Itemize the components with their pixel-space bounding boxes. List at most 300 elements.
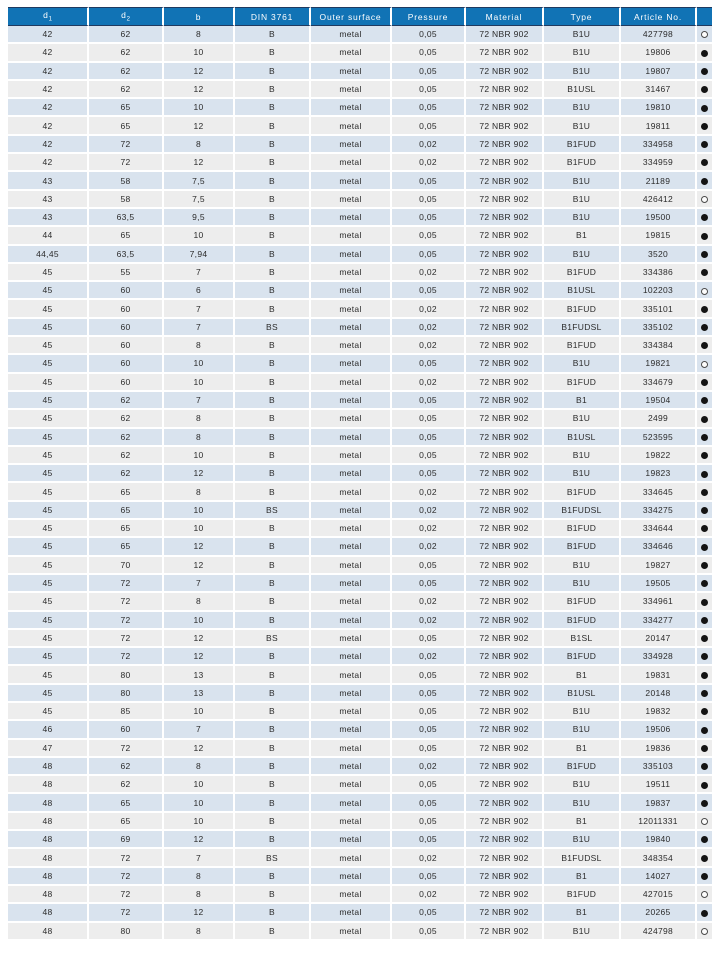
cell-pressure: 0,05: [392, 99, 466, 117]
cell-d1: 45: [8, 685, 89, 703]
filled-circle-icon: [701, 653, 708, 660]
cell-outer-surface: metal: [311, 557, 392, 575]
cell-pressure: 0,05: [392, 630, 466, 648]
cell-outer-surface: metal: [311, 483, 392, 501]
cell-b: 7: [164, 264, 235, 282]
cell-d1: 48: [8, 831, 89, 849]
cell-d1: 44,45: [8, 246, 89, 264]
cell-article-no: 334958: [621, 136, 697, 154]
cell-d1: 45: [8, 593, 89, 611]
cell-pressure: 0,05: [392, 794, 466, 812]
cell-d1: 48: [8, 868, 89, 886]
cell-b: 10: [164, 447, 235, 465]
filled-circle-icon: [701, 159, 708, 166]
cell-din-3761: B: [235, 904, 311, 922]
cell-material: 72 NBR 902: [466, 319, 544, 337]
filled-circle-icon: [701, 50, 708, 57]
filled-circle-icon: [701, 763, 708, 770]
filled-circle-icon: [701, 123, 708, 130]
cell-type: B1: [544, 392, 621, 410]
cell-material: 72 NBR 902: [466, 392, 544, 410]
cell-d1: 48: [8, 758, 89, 776]
cell-material: 72 NBR 902: [466, 740, 544, 758]
cell-material: 72 NBR 902: [466, 44, 544, 62]
cell-material: 72 NBR 902: [466, 282, 544, 300]
cell-outer-surface: metal: [311, 721, 392, 739]
availability-cell: [697, 557, 712, 575]
column-header-outer-surface: Outer surface: [311, 7, 392, 26]
table-row: [8, 776, 712, 794]
cell-d2: 80: [89, 685, 164, 703]
cell-din-3761: B: [235, 117, 311, 135]
availability-cell: [697, 831, 712, 849]
cell-type: B1U: [544, 44, 621, 62]
cell-d1: 42: [8, 44, 89, 62]
cell-outer-surface: metal: [311, 246, 392, 264]
cell-article-no: 19823: [621, 465, 697, 483]
cell-material: 72 NBR 902: [466, 136, 544, 154]
cell-pressure: 0,02: [392, 136, 466, 154]
filled-circle-icon: [701, 855, 708, 862]
cell-material: 72 NBR 902: [466, 703, 544, 721]
cell-d1: 45: [8, 429, 89, 447]
table-row: [8, 557, 712, 575]
cell-d2: 65: [89, 794, 164, 812]
cell-outer-surface: metal: [311, 26, 392, 44]
cell-b: 12: [164, 63, 235, 81]
cell-outer-surface: metal: [311, 465, 392, 483]
cell-material: 72 NBR 902: [466, 831, 544, 849]
cell-d2: 62: [89, 410, 164, 428]
open-circle-icon: [701, 818, 708, 825]
cell-outer-surface: metal: [311, 575, 392, 593]
cell-b: 10: [164, 776, 235, 794]
cell-article-no: 334961: [621, 593, 697, 611]
table-row: [8, 886, 712, 904]
cell-b: 12: [164, 630, 235, 648]
cell-d1: 45: [8, 612, 89, 630]
cell-din-3761: B: [235, 337, 311, 355]
cell-material: 72 NBR 902: [466, 721, 544, 739]
cell-b: 10: [164, 703, 235, 721]
cell-din-3761: BS: [235, 849, 311, 867]
cell-d2: 62: [89, 465, 164, 483]
cell-material: 72 NBR 902: [466, 465, 544, 483]
cell-d2: 65: [89, 99, 164, 117]
cell-d1: 42: [8, 99, 89, 117]
availability-cell: [697, 63, 712, 81]
availability-cell: [697, 319, 712, 337]
cell-b: 12: [164, 831, 235, 849]
cell-b: 7,5: [164, 191, 235, 209]
cell-din-3761: B: [235, 923, 311, 941]
cell-article-no: 102203: [621, 282, 697, 300]
availability-cell: [697, 392, 712, 410]
table-row: [8, 868, 712, 886]
cell-article-no: 334959: [621, 154, 697, 172]
cell-article-no: 523595: [621, 429, 697, 447]
cell-article-no: 2499: [621, 410, 697, 428]
cell-d2: 65: [89, 520, 164, 538]
cell-material: 72 NBR 902: [466, 648, 544, 666]
cell-din-3761: B: [235, 886, 311, 904]
cell-pressure: 0,02: [392, 538, 466, 556]
filled-circle-icon: [701, 306, 708, 313]
cell-d1: 45: [8, 300, 89, 318]
cell-outer-surface: metal: [311, 740, 392, 758]
cell-pressure: 0,05: [392, 923, 466, 941]
cell-type: B1U: [544, 26, 621, 44]
column-header-b: b: [164, 7, 235, 26]
cell-article-no: 426412: [621, 191, 697, 209]
cell-type: B1FUD: [544, 520, 621, 538]
cell-b: 10: [164, 374, 235, 392]
cell-d1: 45: [8, 282, 89, 300]
cell-d1: 43: [8, 209, 89, 227]
cell-article-no: 19832: [621, 703, 697, 721]
cell-article-no: 19811: [621, 117, 697, 135]
cell-type: B1U: [544, 831, 621, 849]
cell-d2: 60: [89, 282, 164, 300]
cell-article-no: 19806: [621, 44, 697, 62]
cell-d2: 72: [89, 868, 164, 886]
cell-outer-surface: metal: [311, 337, 392, 355]
table-row: [8, 282, 712, 300]
cell-article-no: 20265: [621, 904, 697, 922]
cell-d2: 65: [89, 502, 164, 520]
cell-article-no: 31467: [621, 81, 697, 99]
cell-din-3761: B: [235, 740, 311, 758]
cell-d2: 65: [89, 538, 164, 556]
cell-pressure: 0,05: [392, 666, 466, 684]
availability-cell: [697, 117, 712, 135]
table-row: [8, 648, 712, 666]
cell-material: 72 NBR 902: [466, 154, 544, 172]
cell-d1: 43: [8, 172, 89, 190]
cell-d2: 60: [89, 300, 164, 318]
table-row: [8, 703, 712, 721]
cell-outer-surface: metal: [311, 685, 392, 703]
table-row: [8, 246, 712, 264]
availability-cell: [697, 99, 712, 117]
cell-article-no: 334275: [621, 502, 697, 520]
cell-pressure: 0,05: [392, 282, 466, 300]
cell-din-3761: B: [235, 794, 311, 812]
availability-cell: [697, 410, 712, 428]
cell-b: 8: [164, 429, 235, 447]
filled-circle-icon: [701, 324, 708, 331]
availability-cell: [697, 721, 712, 739]
cell-d2: 58: [89, 191, 164, 209]
cell-article-no: 335103: [621, 758, 697, 776]
cell-b: 10: [164, 520, 235, 538]
cell-outer-surface: metal: [311, 136, 392, 154]
cell-article-no: 334645: [621, 483, 697, 501]
cell-d2: 69: [89, 831, 164, 849]
cell-d2: 63,5: [89, 246, 164, 264]
filled-circle-icon: [701, 672, 708, 679]
availability-cell: [697, 776, 712, 794]
cell-type: B1FUD: [544, 264, 621, 282]
availability-cell: [697, 538, 712, 556]
cell-type: B1FUD: [544, 300, 621, 318]
cell-pressure: 0,02: [392, 337, 466, 355]
cell-outer-surface: metal: [311, 520, 392, 538]
table-row: [8, 593, 712, 611]
cell-d1: 46: [8, 721, 89, 739]
cell-pressure: 0,05: [392, 44, 466, 62]
cell-outer-surface: metal: [311, 758, 392, 776]
filled-circle-icon: [701, 141, 708, 148]
cell-outer-surface: metal: [311, 813, 392, 831]
cell-type: B1FUDSL: [544, 849, 621, 867]
cell-outer-surface: metal: [311, 117, 392, 135]
availability-cell: [697, 575, 712, 593]
cell-d1: 42: [8, 81, 89, 99]
cell-material: 72 NBR 902: [466, 410, 544, 428]
cell-d1: 45: [8, 575, 89, 593]
cell-pressure: 0,02: [392, 300, 466, 318]
cell-article-no: 19506: [621, 721, 697, 739]
cell-outer-surface: metal: [311, 904, 392, 922]
cell-material: 72 NBR 902: [466, 557, 544, 575]
cell-article-no: 19821: [621, 355, 697, 373]
cell-pressure: 0,05: [392, 703, 466, 721]
cell-pressure: 0,05: [392, 227, 466, 245]
cell-d2: 62: [89, 758, 164, 776]
table-row: [8, 813, 712, 831]
cell-b: 7: [164, 319, 235, 337]
cell-type: B1: [544, 740, 621, 758]
cell-outer-surface: metal: [311, 282, 392, 300]
cell-type: B1FUD: [544, 648, 621, 666]
cell-d2: 72: [89, 904, 164, 922]
cell-d1: 45: [8, 410, 89, 428]
cell-pressure: 0,05: [392, 740, 466, 758]
availability-cell: [697, 666, 712, 684]
cell-d2: 72: [89, 740, 164, 758]
cell-b: 7: [164, 300, 235, 318]
cell-din-3761: B: [235, 868, 311, 886]
cell-outer-surface: metal: [311, 831, 392, 849]
cell-b: 10: [164, 794, 235, 812]
cell-article-no: 19840: [621, 831, 697, 849]
cell-din-3761: B: [235, 374, 311, 392]
cell-b: 10: [164, 227, 235, 245]
availability-cell: [697, 300, 712, 318]
availability-cell: [697, 136, 712, 154]
cell-b: 12: [164, 557, 235, 575]
cell-pressure: 0,02: [392, 374, 466, 392]
cell-article-no: 348354: [621, 849, 697, 867]
filled-circle-icon: [701, 489, 708, 496]
table-row: [8, 191, 712, 209]
cell-pressure: 0,05: [392, 868, 466, 886]
cell-d2: 60: [89, 319, 164, 337]
cell-d2: 72: [89, 136, 164, 154]
cell-d2: 72: [89, 612, 164, 630]
cell-din-3761: B: [235, 63, 311, 81]
cell-type: B1U: [544, 410, 621, 428]
cell-d2: 72: [89, 886, 164, 904]
column-header-subscript: 2: [126, 16, 130, 23]
cell-material: 72 NBR 902: [466, 904, 544, 922]
table-row: [8, 612, 712, 630]
availability-cell: [697, 740, 712, 758]
cell-material: 72 NBR 902: [466, 886, 544, 904]
cell-din-3761: B: [235, 520, 311, 538]
cell-d1: 42: [8, 154, 89, 172]
table-row: [8, 337, 712, 355]
cell-pressure: 0,05: [392, 685, 466, 703]
availability-cell: [697, 794, 712, 812]
filled-circle-icon: [701, 690, 708, 697]
cell-d1: 45: [8, 630, 89, 648]
availability-cell: [697, 337, 712, 355]
cell-type: B1U: [544, 465, 621, 483]
table-row: [8, 355, 712, 373]
cell-d2: 60: [89, 355, 164, 373]
cell-din-3761: B: [235, 685, 311, 703]
cell-material: 72 NBR 902: [466, 666, 544, 684]
cell-outer-surface: metal: [311, 648, 392, 666]
table-row: [8, 392, 712, 410]
cell-d1: 45: [8, 374, 89, 392]
cell-material: 72 NBR 902: [466, 630, 544, 648]
filled-circle-icon: [701, 471, 708, 478]
cell-type: B1FUD: [544, 483, 621, 501]
cell-d2: 60: [89, 337, 164, 355]
cell-b: 12: [164, 538, 235, 556]
cell-article-no: 19836: [621, 740, 697, 758]
cell-outer-surface: metal: [311, 154, 392, 172]
column-header-article-no: Article No.: [621, 7, 697, 26]
cell-pressure: 0,05: [392, 776, 466, 794]
filled-circle-icon: [701, 178, 708, 185]
table-row: [8, 26, 712, 44]
cell-type: B1FUD: [544, 374, 621, 392]
cell-pressure: 0,02: [392, 319, 466, 337]
product-table: [8, 7, 712, 941]
table-row: [8, 374, 712, 392]
table-row: [8, 794, 712, 812]
filled-circle-icon: [701, 635, 708, 642]
filled-circle-icon: [701, 562, 708, 569]
table-row: [8, 209, 712, 227]
filled-circle-icon: [701, 86, 708, 93]
cell-material: 72 NBR 902: [466, 776, 544, 794]
cell-d1: 45: [8, 392, 89, 410]
cell-material: 72 NBR 902: [466, 429, 544, 447]
cell-pressure: 0,05: [392, 447, 466, 465]
cell-article-no: 335101: [621, 300, 697, 318]
cell-din-3761: B: [235, 26, 311, 44]
cell-pressure: 0,02: [392, 483, 466, 501]
cell-material: 72 NBR 902: [466, 794, 544, 812]
cell-din-3761: B: [235, 227, 311, 245]
cell-d1: 45: [8, 337, 89, 355]
filled-circle-icon: [701, 599, 708, 606]
filled-circle-icon: [701, 68, 708, 75]
availability-cell: [697, 648, 712, 666]
cell-b: 10: [164, 355, 235, 373]
cell-material: 72 NBR 902: [466, 355, 544, 373]
column-header-availability: [697, 7, 712, 26]
cell-outer-surface: metal: [311, 191, 392, 209]
cell-type: B1U: [544, 63, 621, 81]
cell-din-3761: BS: [235, 502, 311, 520]
cell-outer-surface: metal: [311, 666, 392, 684]
filled-circle-icon: [701, 233, 708, 240]
cell-pressure: 0,05: [392, 429, 466, 447]
cell-material: 72 NBR 902: [466, 227, 544, 245]
column-header-din-3761: DIN 3761: [235, 7, 311, 26]
availability-cell: [697, 172, 712, 190]
cell-din-3761: B: [235, 666, 311, 684]
availability-cell: [697, 502, 712, 520]
cell-type: B1U: [544, 776, 621, 794]
column-header-d2: $d_2$: [89, 7, 164, 26]
cell-type: B1U: [544, 794, 621, 812]
cell-din-3761: B: [235, 429, 311, 447]
cell-material: 72 NBR 902: [466, 209, 544, 227]
open-circle-icon: [701, 891, 708, 898]
cell-d2: 62: [89, 776, 164, 794]
column-header-pressure: Pressure: [392, 7, 466, 26]
cell-type: B1U: [544, 575, 621, 593]
cell-outer-surface: metal: [311, 429, 392, 447]
cell-article-no: 19511: [621, 776, 697, 794]
cell-type: B1FUDSL: [544, 502, 621, 520]
filled-circle-icon: [701, 544, 708, 551]
table-row: [8, 831, 712, 849]
cell-din-3761: B: [235, 648, 311, 666]
cell-article-no: 19505: [621, 575, 697, 593]
cell-outer-surface: metal: [311, 63, 392, 81]
cell-article-no: 19815: [621, 227, 697, 245]
cell-type: B1: [544, 227, 621, 245]
open-circle-icon: [701, 361, 708, 368]
cell-b: 8: [164, 483, 235, 501]
cell-pressure: 0,02: [392, 849, 466, 867]
filled-circle-icon: [701, 580, 708, 587]
availability-cell: [697, 703, 712, 721]
cell-pressure: 0,05: [392, 63, 466, 81]
cell-din-3761: B: [235, 612, 311, 630]
filled-circle-icon: [701, 873, 708, 880]
filled-circle-icon: [701, 745, 708, 752]
cell-article-no: 19831: [621, 666, 697, 684]
table-row: [8, 99, 712, 117]
table-row: [8, 465, 712, 483]
cell-d2: 72: [89, 849, 164, 867]
cell-pressure: 0,02: [392, 648, 466, 666]
cell-d2: 62: [89, 81, 164, 99]
table-header: [8, 7, 712, 26]
availability-cell: [697, 26, 712, 44]
cell-b: 10: [164, 813, 235, 831]
cell-material: 72 NBR 902: [466, 81, 544, 99]
cell-pressure: 0,02: [392, 520, 466, 538]
cell-d1: 43: [8, 191, 89, 209]
cell-material: 72 NBR 902: [466, 849, 544, 867]
cell-pressure: 0,05: [392, 26, 466, 44]
cell-din-3761: B: [235, 557, 311, 575]
cell-b: 12: [164, 740, 235, 758]
cell-d1: 42: [8, 117, 89, 135]
cell-outer-surface: metal: [311, 410, 392, 428]
cell-d1: 42: [8, 136, 89, 154]
